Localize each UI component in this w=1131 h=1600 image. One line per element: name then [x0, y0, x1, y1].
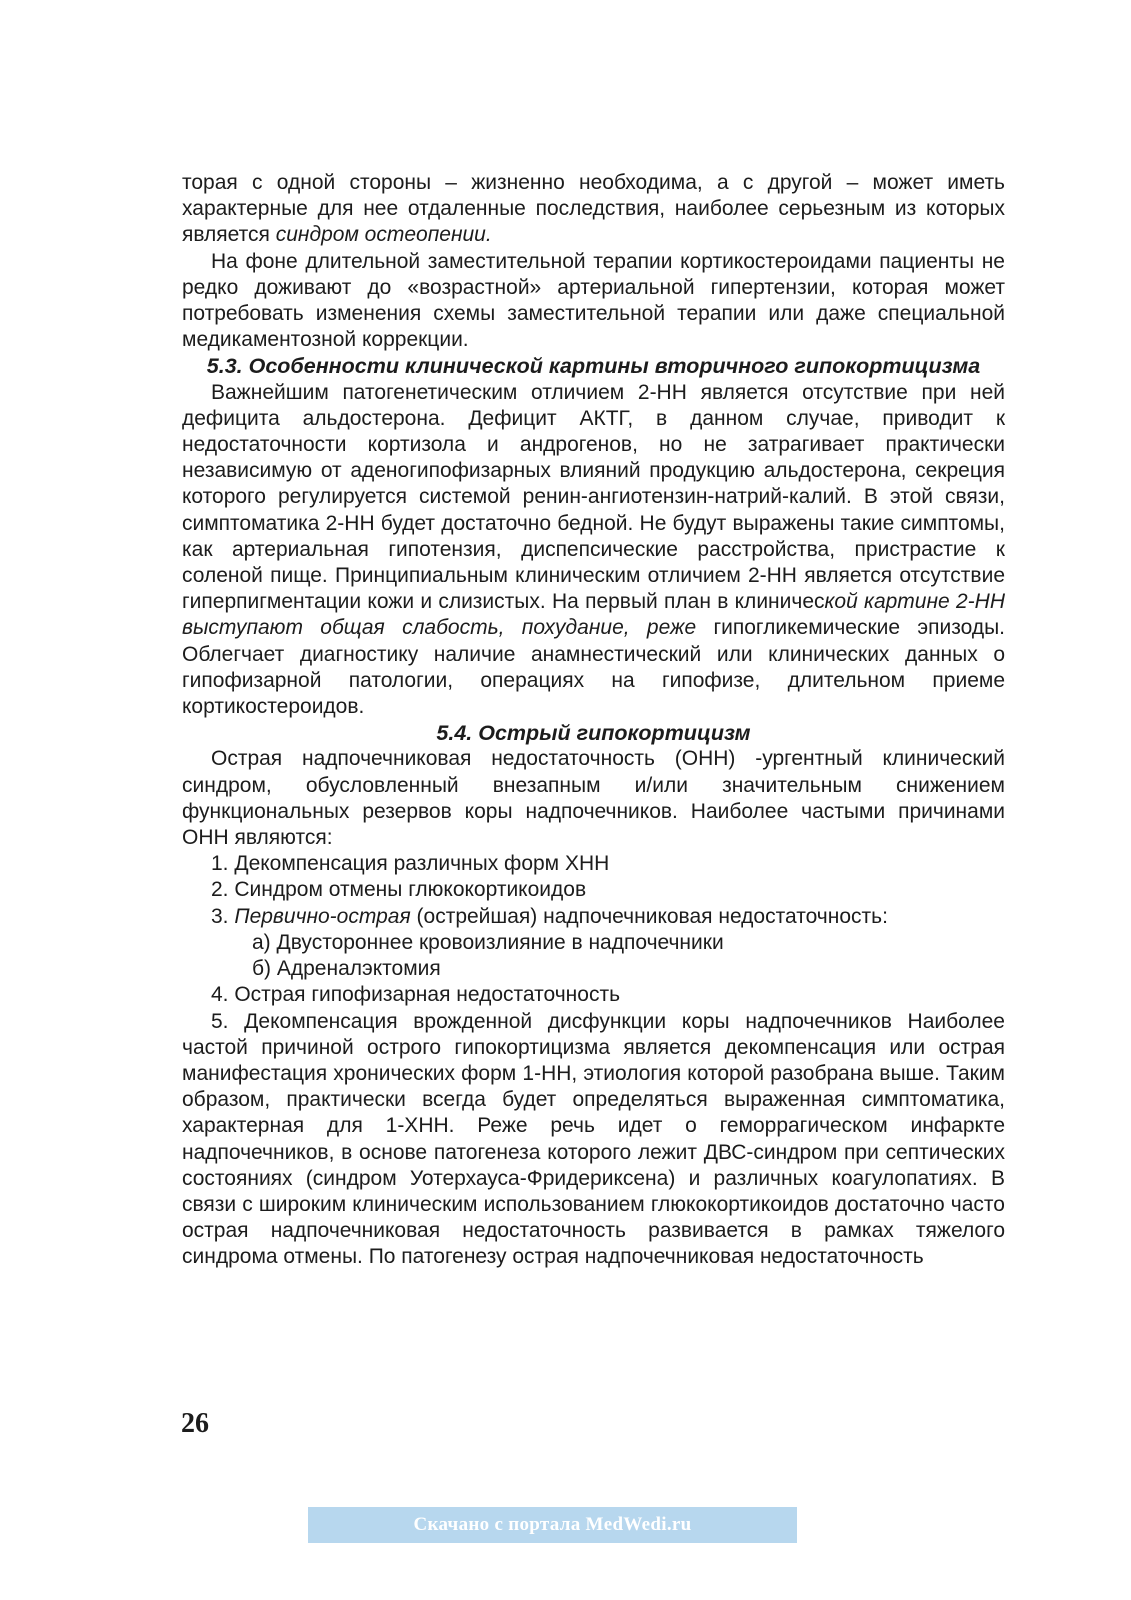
page-number: 26: [181, 1408, 209, 1439]
list-item-1: 1. Декомпенсация различных форм ХНН: [211, 852, 610, 876]
section-heading-5-4: 5.4. Острый гипокортицизм: [436, 721, 751, 746]
list-item-number: 3.: [211, 904, 235, 928]
section-heading-5-3: 5.3. Особенности клинической картины вторичного гипокортицизма: [206, 354, 981, 379]
paragraph-italic: кой картине 2-НН выступают общая слабость, похудание, реже: [182, 590, 1005, 640]
list-item-3: [182, 904, 1005, 930]
paragraph-intro-2: На фоне длительной заместительной терапии кортикостероидами пациенты не редко доживают до «возрастной» артериальной гипертензии, которая может потребовать изменения схемы заместительной терапии или даже специальной медикаментозной коррекции.: [182, 249, 1005, 352]
page-body: [182, 170, 1005, 1271]
list-subitem-a: а) Двустороннее кровоизлияние в надпочечники: [252, 930, 724, 954]
list-item-4: 4. Острая гипофизарная недостаточность: [211, 983, 621, 1007]
paragraph-5-3: [182, 380, 1005, 721]
paragraph-intro-1: [182, 170, 1005, 249]
list-item-italic: Первично-острая: [234, 904, 411, 928]
list-item-2: 2. Синдром отмены глюкокортикоидов: [211, 878, 587, 902]
list-item-text: (острейшая) надпочечниковая недостаточность:: [410, 904, 888, 928]
list-subitem-b: б) Адреналэктомия: [252, 957, 441, 981]
paragraph-text: Важнейшим патогенетическим отличием 2-НН является отсутствие при ней дефицита альдостерона. Дефицит АКТГ, в данном случае, приводит к недостаточности кортизола и андрогенов, но не затрагивает практически независимую от аденогипофизарных влияний продукцию альдостерона, секреция которого регулируется системой ренин-ангиотензин-натрий-калий. В этой связи, симптоматика 2-НН будет достаточно бедной. Не будут выражены такие симптомы, как артериальная гипотензия, диспепсические расстройства, пристрастие к соленой пище. Принципиальным клиническим отличием 2-НН является отсутствие гиперпигментации кожи и слизистых. На первый план в клиничес: [182, 380, 1005, 614]
paragraph-5-4-final: 5. Декомпенсация врожденной дисфункции коры надпочечников Наиболее частой причиной острого гипокортицизма является декомпенсация или острая манифестация хронических форм 1-НН, этиология которой разобрана выше. Таким образом, практически всегда будет определяться выраженная симптоматика, характерная для 1-ХНН. Реже речь идет о геморрагическом инфаркте надпочечников, в основе патогенеза которого лежит ДВС-синдром при септических состояниях (синдром Уотерхауса-Фридериксена) и различных коагулопатиях. В связи с широким клиническим использованием глюкокортикоидов достаточно часто острая надпочечниковая недостаточность развивается в рамках тяжелого синдрома отмены. По патогенезу острая надпочечниковая недостаточность: [182, 1009, 1005, 1269]
paragraph-text: гипогликемические эпизоды. Облегчает диагностику наличие анамнестический или клинических данных о гипофизарной патологии, операциях на гипофизе, длительном приеме кортикостероидов.: [182, 616, 1005, 719]
watermark-banner: Скачано с портала MedWedi.ru: [308, 1507, 797, 1543]
paragraph-text: торая с одной стороны – жизненно необходима, а с другой – может иметь характерные для нее отдаленные последствия, наиболее серьезным из которых является: [182, 171, 1005, 247]
paragraph-italic: синдром остеопении.: [275, 223, 492, 247]
paragraph-5-4-intro: Острая надпочечниковая недостаточность (ОНН) -ургентный клинический синдром, обусловленный внезапным и/или значительным снижением функциональных резервов коры надпочечников. Наиболее частыми причинами ОНН являются:: [182, 747, 1005, 850]
